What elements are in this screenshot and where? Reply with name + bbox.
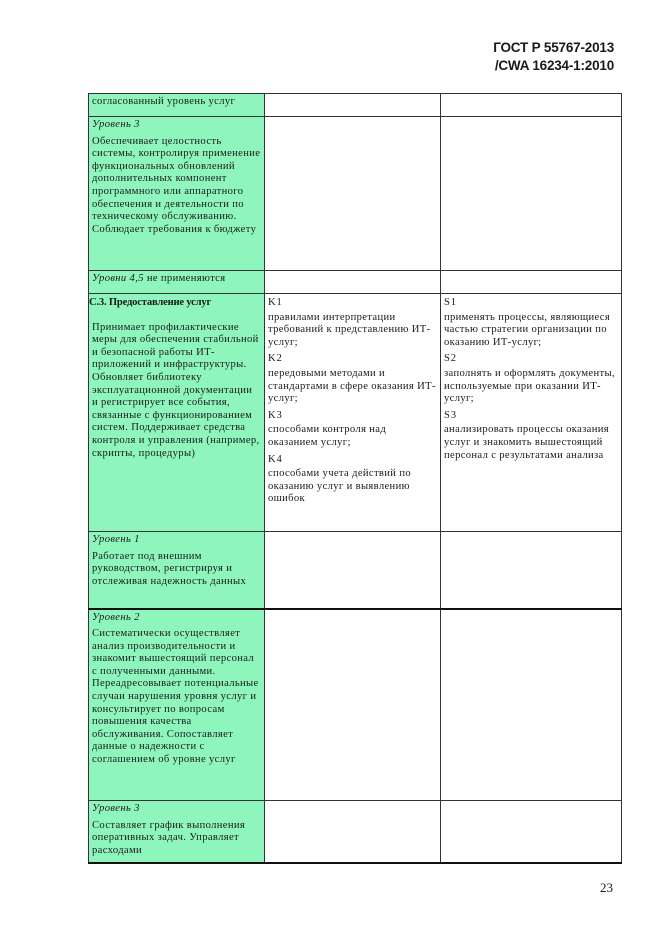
skill-item: анализировать процессы оказания услуг и знакомить вышестоящий персонал с результатами анализа [444, 424, 609, 461]
standard-reference: /CWA 16234-1:2010 [494, 58, 614, 73]
knowledge-cell [265, 801, 441, 863]
skill-item: применять процессы, являющиеся частью стратегии организации по оказанию ИТ-услуг; [444, 311, 611, 348]
table-row [89, 609, 622, 801]
cell-text: Принимает профилактические меры для обеспечения стабильной и безопасной работы ИТ-приложений и инфраструктуры. Обновляет библиотеку эксплуатационной документации и регистрирует все события, связанные с функционированием систем. Поддерживает средства контроля и управления (например, скрипты, процедуры) [92, 321, 260, 459]
table-row [89, 271, 622, 294]
knowledge-code: K4 [268, 453, 283, 465]
table-row [89, 294, 622, 532]
level-label: Уровень 2 [92, 611, 140, 623]
knowledge-code: K1 [268, 297, 283, 308]
competence-cell [89, 271, 265, 294]
knowledge-cell [265, 609, 441, 801]
competence-cell [89, 94, 265, 117]
level-label: Уровень 3 [92, 803, 140, 814]
cell-text: Составляет график выполнения оперативных задач. Управляет расходами [92, 819, 246, 856]
competence-cell [89, 801, 265, 863]
table-row [89, 94, 622, 117]
knowledge-cell [265, 271, 441, 294]
section-title: С.3. Предоставление услуг [89, 297, 212, 308]
level-label: Уровни 4,5 [92, 273, 144, 284]
knowledge-cell [265, 532, 441, 609]
skills-cell [441, 294, 622, 532]
page-number: 23 [600, 880, 613, 895]
table-row [89, 801, 622, 863]
cell-text: Систематически осуществляет анализ производительности и знакомит вышестоящий персонал с полученными данными. Переадресовывает потенциальные случаи нарушения уровня услуг и консультирует по вопросам повышения качества обслуживания. Сопоставляет данные о надежности с соглашением об уровне услуг [92, 628, 259, 766]
competence-cell [89, 609, 265, 801]
skill-code: S3 [444, 409, 457, 421]
knowledge-cell [265, 117, 441, 271]
knowledge-item: правилами интерпретации требований к представлению ИТ-услуг; [268, 311, 431, 348]
cell-text: согласованный уровень услуг [92, 96, 236, 107]
table-row [89, 532, 622, 609]
competence-cell [89, 532, 265, 609]
cell-text: Работает под внешним руководством, регистрируя и отслеживая надежность данных [92, 550, 247, 587]
skills-cell [441, 94, 622, 117]
skill-code: S1 [444, 297, 457, 308]
competence-cell [89, 294, 265, 532]
cell-text: Обеспечивает целостность системы, контролируя применение функциональных обновлений дополнительных компонент программного или аппаратного обеспечения и деятельности по техническому обслуживанию. Соблюдает требования к бюджету [92, 135, 261, 235]
skills-cell [441, 271, 622, 294]
skills-cell [441, 532, 622, 609]
knowledge-cell [265, 94, 441, 117]
skills-cell [441, 801, 622, 863]
knowledge-cell [265, 294, 441, 532]
knowledge-code: K2 [268, 353, 283, 365]
knowledge-item: способами контроля над оказанием услуг; [268, 424, 387, 448]
competence-cell [89, 117, 265, 271]
level-label: Уровень 3 [92, 119, 140, 130]
level-label: Уровень 1 [92, 534, 140, 545]
knowledge-item: способами учета действий по оказанию услуг и выявлению ошибок [268, 468, 411, 505]
document-header [493, 39, 614, 75]
skills-cell [441, 117, 622, 271]
knowledge-item: передовыми методами и стандартами в сфере оказания ИТ-услуг; [268, 367, 436, 405]
competence-table [88, 93, 622, 864]
standard-number: ГОСТ Р 55767-2013 [493, 40, 614, 55]
skills-cell [441, 609, 622, 801]
knowledge-code: K3 [268, 409, 283, 421]
skill-code: S2 [444, 353, 457, 365]
skill-item: заполнять и оформлять документы, используемые при оказании ИТ-услуг; [444, 367, 615, 405]
cell-text: не применяются [143, 273, 226, 284]
table-row [89, 117, 622, 271]
